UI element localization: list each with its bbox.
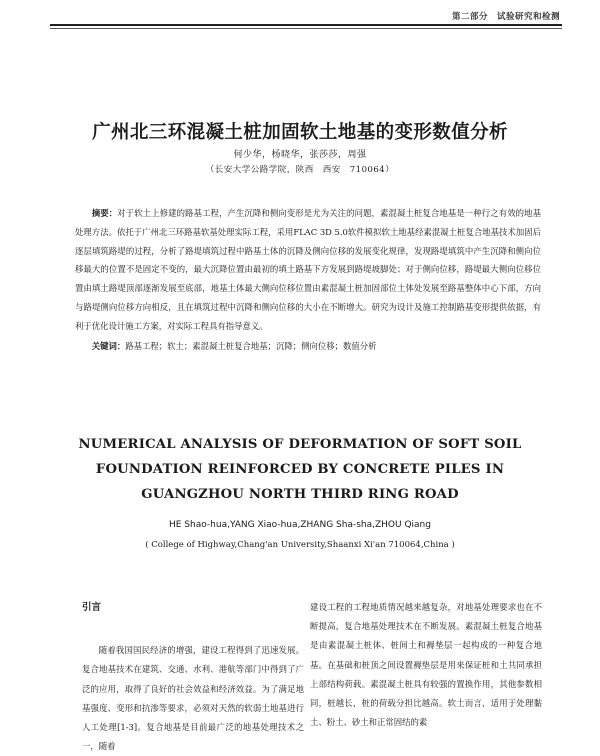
chinese-keywords <box>75 337 541 356</box>
chinese-title: 广州北三环混凝土桩加固软土地基的变形数值分析 <box>92 122 508 143</box>
running-head: 第二部分 试验研究和检测 <box>451 12 560 22</box>
body-paragraph: 随着我国国民经济的增强，建设工程得到了迅速发展。复合地基技术在建筑、交通、水利、港航等部门中得到了广泛的应用，取得了良好的社会效益和经济效益。为了满足地基强度、变形和抗渗等要求，必须对天然的软弱土地基进行人工处理[1-3]。复合地基是目前最广泛的地基处理技术之一，随着 <box>82 645 304 752</box>
body-column-right <box>310 598 542 732</box>
body-column-left <box>82 598 304 756</box>
english-title-line-1: NUMERICAL ANALYSIS OF DEFORMATION OF SOFT SOIL <box>78 437 522 452</box>
abstract-text: 对于软土上修建的路基工程，产生沉降和侧向变形是尤为关注的问题，素混凝土桩复合地基是一种行之有效的地基处理方法。依托于广州北三环路基软基处理实际工程，采用FLAC 3D 5.0软件模拟软土地基经素混凝土桩复合地基技术加固后逐层填筑路堤的过程，分析了路堤填筑过程中路基土体的沉降及侧向位移的发展变化规律，发现路堤填筑中产生沉降和侧向位移最大的位置不是固定不变的，最大沉降位置由最初的填土路基下方发展到路堤坡脚处；对于侧向位移，路堤最大侧向位移位置由填土路堤顶部逐渐发展至底部，地基土体最大侧向位移位置由素混凝土桩加固部位土体处发展至路基整体中心下部，方向与路堤侧向位移方向相反，且在填筑过程中沉降和侧向位移的大小在不断增大。研究为设计及施工控制路基变形提供依据，有利于优化设计施工方案，对实际工程具有指导意义。 <box>75 208 542 331</box>
header-rule-thick <box>50 24 562 26</box>
abstract-label: 摘要： <box>91 208 118 218</box>
keywords-label: 关键词： <box>91 341 126 351</box>
english-title-line-3: GUANGZHOU NORTH THIRD RING ROAD <box>141 487 459 502</box>
english-title-line-2: FOUNDATION REINFORCED BY CONCRETE PILES IN <box>95 462 505 477</box>
chinese-authors: 何少华，杨晓华，张莎莎，周强 <box>233 150 367 160</box>
body-paragraph: 建设工程的工程地质情况越来越复杂，对地基处理要求也在不断提高，复合地基处理技术在不断发展。素混凝土桩复合地基是由素混凝土桩体、桩间土和褥垫层一起构成的一种复合地基。在基础和桩顶之间设置褥垫层是用来保证桩和土共同承担上部结构荷载。素混凝土桩具有较强的置换作用，其他参数相同，桩越长，桩的荷载分担比越高。软土而言，适用于处理黏土、粉土、砂土和正常固结的素 <box>310 602 542 728</box>
header-rule-thin <box>50 28 562 29</box>
english-title <box>40 432 560 507</box>
english-affiliation: ( College of Highway,Chang'an University,Shaanxi Xi'an 710064,China ) <box>145 540 455 550</box>
english-authors: HE Shao-hua,YANG Xiao-hua,ZHANG Sha-sha,ZHOU Qiang <box>169 520 431 530</box>
page-header <box>0 0 600 26</box>
section-heading: 引言 <box>82 602 102 613</box>
chinese-affiliation: （长安大学公路学院，陕西 西安 710064） <box>205 165 395 175</box>
keywords-text: 路基工程；软土；素混凝土桩复合地基；沉降；侧向位移；数值分析 <box>125 341 377 351</box>
chinese-abstract <box>75 204 541 336</box>
